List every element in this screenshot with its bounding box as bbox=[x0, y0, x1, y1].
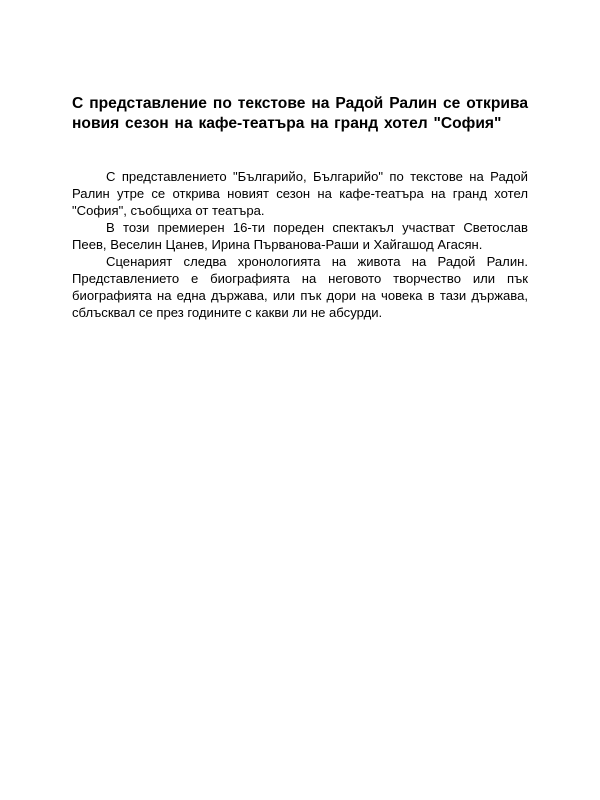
article-body bbox=[72, 168, 528, 321]
article-headline: С представление по текстове на Радой Ралин се открива новия сезон на кафе-театъра на гранд хотел "София" bbox=[72, 95, 528, 132]
article-paragraph-3: Сценарият следва хронологията на живота на Радой Ралин. Представлението е биографията на неговото творчество или пък биографията на една държава, или пък дори на човека в тази държава, сблъсквал се през годините с какви ли не абсурди. bbox=[72, 254, 528, 320]
document-page bbox=[72, 94, 528, 321]
article-paragraph-1: С представлението "Българийо, Българийо" по текстове на Радой Ралин утре се открива новият сезон на кафе-театъра на гранд хотел "София", съобщиха от театъра. bbox=[72, 169, 528, 218]
article-paragraph-2: В този премиерен 16-ти пореден спектакъл участват Светослав Пеев, Веселин Цанев, Ирина Първанова-Раши и Хайгашод Агасян. bbox=[72, 220, 528, 252]
